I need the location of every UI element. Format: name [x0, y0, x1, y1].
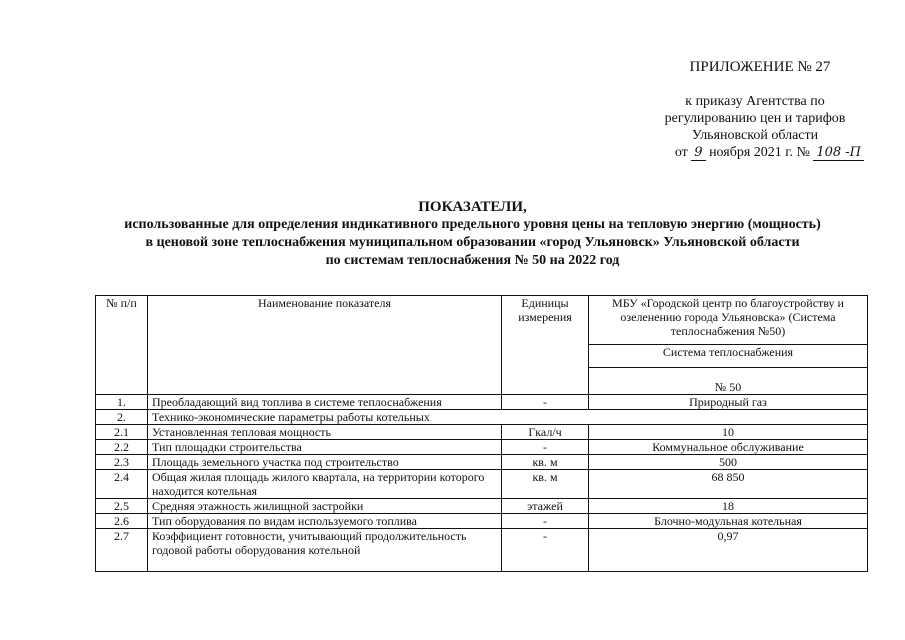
row-num: 1.	[96, 395, 148, 410]
row-value: Коммунальное обслуживание	[589, 440, 868, 455]
row-unit: -	[502, 514, 589, 529]
table-header-row	[96, 296, 868, 345]
row-value: Природный газ	[589, 395, 868, 410]
row-unit: -	[502, 395, 589, 410]
row-num: 2.	[96, 410, 148, 425]
date-rest: ноября 2021 г. №	[709, 145, 810, 160]
row-name: Преобладающий вид топлива в системе теплоснабжения	[148, 395, 502, 410]
row-value: 68 850	[589, 470, 868, 499]
row-num: 2.1	[96, 425, 148, 440]
row-value: 500	[589, 455, 868, 470]
row-name: Тип оборудования по видам используемого топлива	[148, 514, 502, 529]
indicators-table	[95, 295, 868, 572]
row-num: 2.3	[96, 455, 148, 470]
appendix-number: ПРИЛОЖЕНИЕ № 27	[689, 59, 831, 75]
header-name: Наименование показателя	[148, 296, 502, 395]
row-num: 2.4	[96, 470, 148, 499]
row-name: Установленная тепловая мощность	[148, 425, 502, 440]
title-line-1: использованные для определения индикативного предельного уровня цены на тепловую энергию (мощность)	[124, 217, 821, 232]
table-row	[96, 470, 868, 499]
row-unit: кв. м	[502, 455, 589, 470]
order-line-2: регулированию цен и тарифов	[664, 111, 846, 126]
table-row	[96, 455, 868, 470]
table-row	[96, 499, 868, 514]
order-line-3: Ульяновской области	[691, 128, 819, 143]
order-line-1: к приказу Агентства по	[685, 94, 825, 109]
row-name: Коэффициент готовности, учитывающий продолжительность годовой работы оборудования котельной	[148, 529, 502, 572]
row-num: 2.5	[96, 499, 148, 514]
row-num: 2.7	[96, 529, 148, 572]
table-row	[96, 529, 868, 572]
header-system-number: № 50	[589, 368, 868, 395]
row-value: 0,97	[589, 529, 868, 572]
row-unit: -	[502, 529, 589, 572]
table-row	[96, 514, 868, 529]
table-row	[96, 440, 868, 455]
title-main: ПОКАЗАТЕЛИ,	[418, 199, 527, 215]
row-unit: кв. м	[502, 470, 589, 499]
title-line-2: в ценовой зоне теплоснабжения муниципальном образовании «город Ульяновск» Ульяновской области	[145, 235, 800, 250]
row-name: Тип площадки строительства	[148, 440, 502, 455]
date-day: 9	[691, 146, 705, 161]
row-name: Площадь земельного участка под строительство	[148, 455, 502, 470]
table-row	[96, 410, 868, 425]
document-title	[40, 198, 905, 270]
date-prefix: от	[674, 145, 688, 160]
row-unit: Гкал/ч	[502, 425, 589, 440]
header-org: МБУ «Городской центр по благоустройству и озеленению города Ульяновска» (Система теплоснабжения №50)	[589, 296, 868, 345]
row-name: Общая жилая площадь жилого квартала, на территории которого находится котельная	[148, 470, 502, 499]
title-line-3: по системам теплоснабжения № 50 на 2022 год	[325, 253, 620, 268]
row-unit: этажей	[502, 499, 589, 514]
header-num: № п/п	[96, 296, 148, 395]
row-value: 10	[589, 425, 868, 440]
table-row	[96, 425, 868, 440]
row-value: 18	[589, 499, 868, 514]
row-name: Средняя этажность жилищной застройки	[148, 499, 502, 514]
order-date-line	[640, 144, 870, 161]
table-row	[96, 395, 868, 410]
header-system: Система теплоснабжения	[589, 345, 868, 368]
row-num: 2.2	[96, 440, 148, 455]
row-unit: -	[502, 440, 589, 455]
row-name: Технико-экономические параметры работы котельных	[148, 410, 868, 425]
order-reference	[640, 93, 870, 161]
row-value: Блочно-модульная котельная	[589, 514, 868, 529]
row-num: 2.6	[96, 514, 148, 529]
header-unit: Единицы измерения	[502, 296, 589, 395]
order-number: 108 -П	[813, 146, 864, 161]
